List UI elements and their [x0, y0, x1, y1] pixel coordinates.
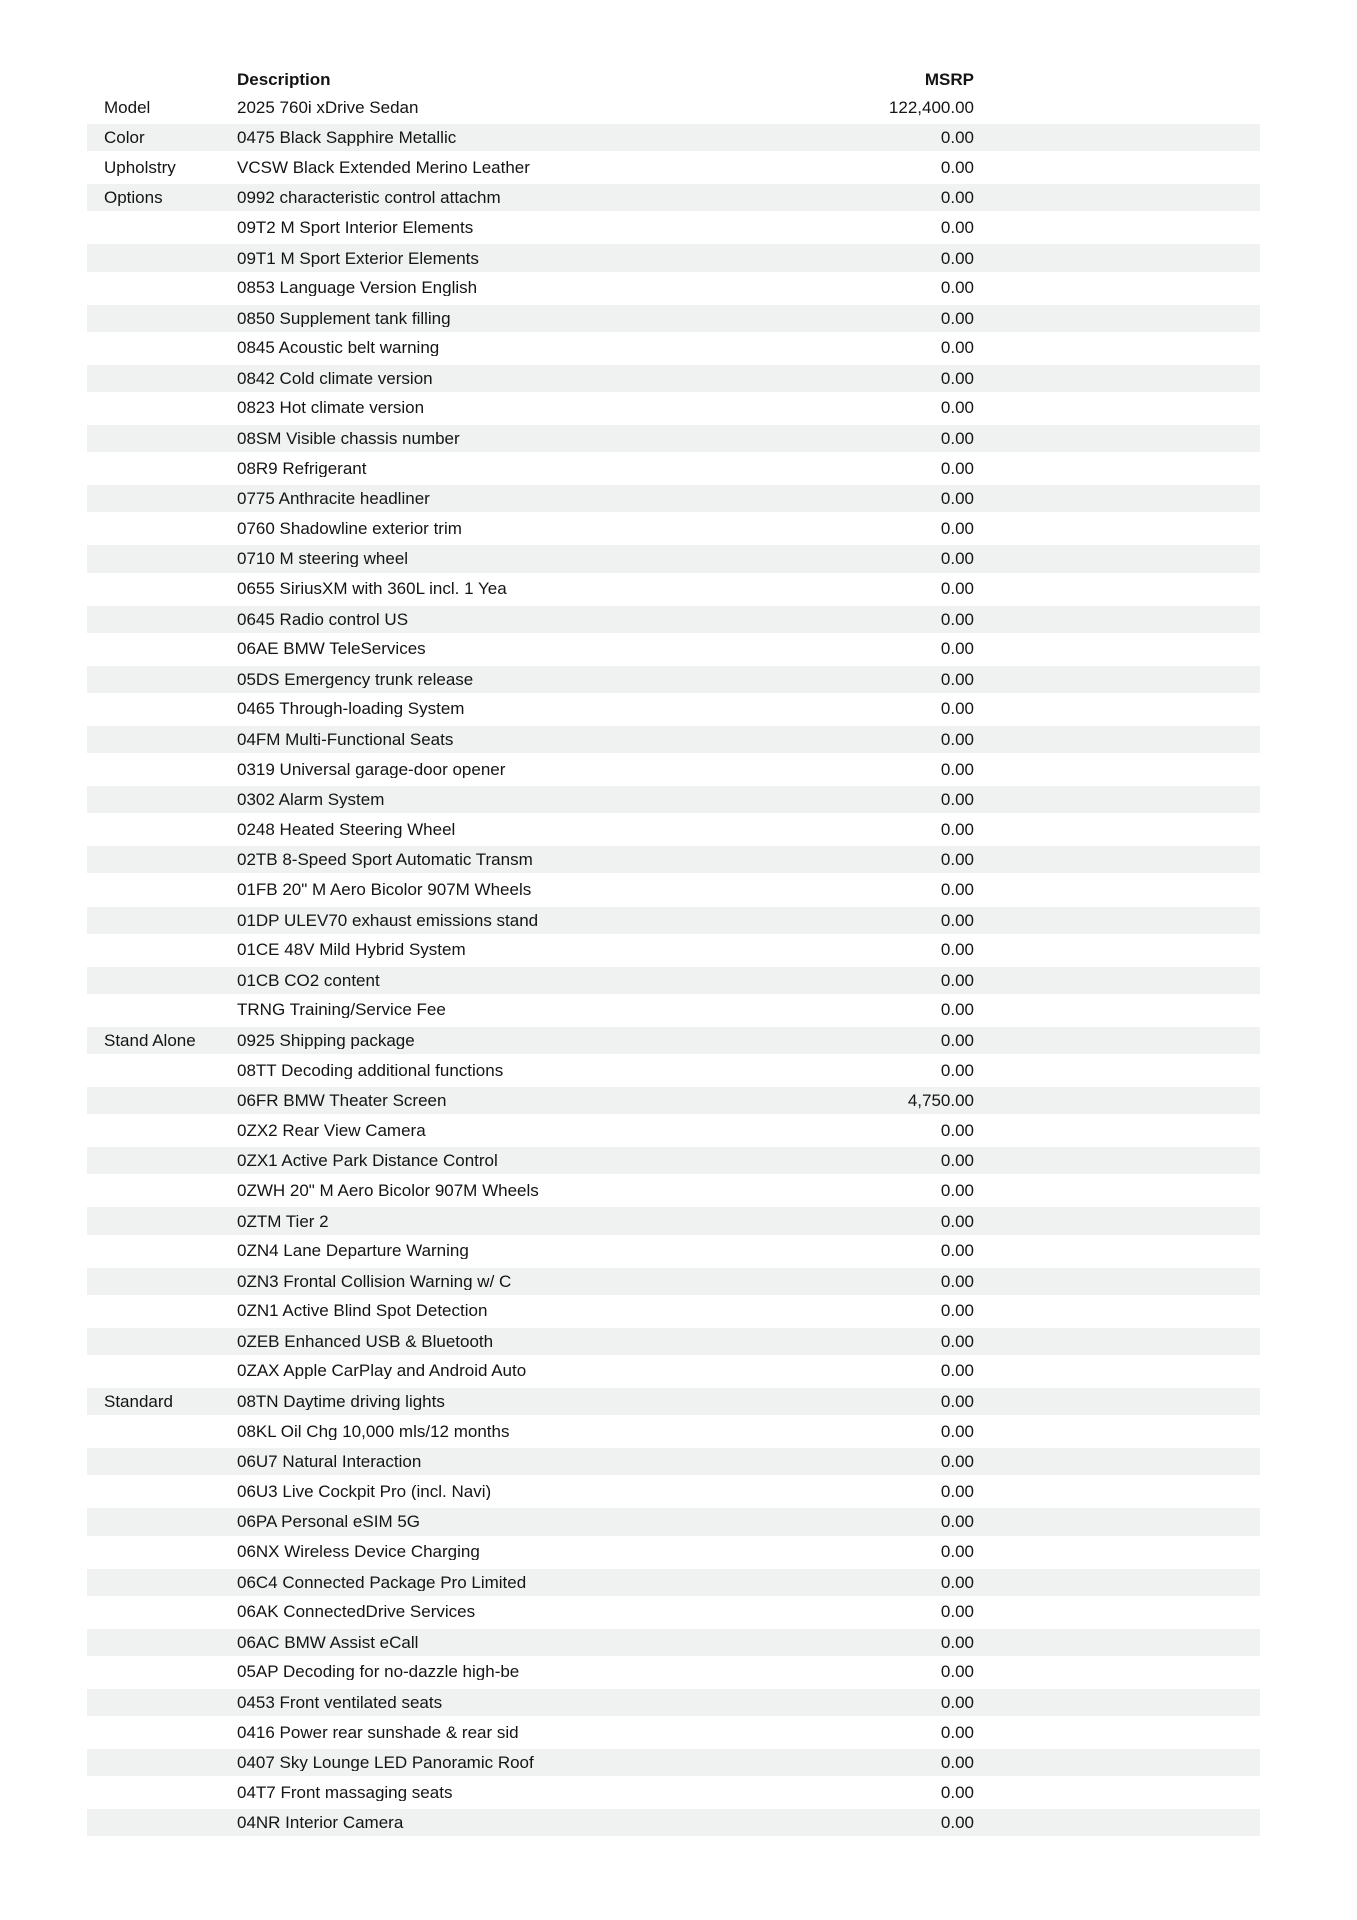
row-msrp-value: 0.00 — [940, 1452, 974, 1472]
row-msrp-value: 122,400.00 — [888, 97, 974, 117]
table-row — [87, 634, 1260, 664]
row-description: 0ZX1 Active Park Distance Control — [237, 1152, 498, 1170]
msrp-column-header: MSRP — [924, 69, 974, 89]
table-row — [87, 543, 1260, 573]
row-msrp-value: 0.00 — [940, 1030, 974, 1050]
table-row — [87, 333, 1260, 363]
table-row — [87, 1747, 1260, 1777]
table-row — [87, 814, 1260, 844]
row-description: 0ZN3 Frontal Collision Warning w/ C — [237, 1272, 512, 1290]
row-msrp-value: 0.00 — [940, 248, 974, 268]
row-description: 06AK ConnectedDrive Services — [237, 1603, 476, 1621]
row-msrp-value: 0.00 — [940, 489, 974, 509]
row-msrp-value: 0.00 — [940, 850, 974, 870]
row-description: 06AE BMW TeleServices — [237, 640, 426, 658]
table-row — [87, 1236, 1260, 1266]
table-row — [87, 1386, 1260, 1416]
table-row — [87, 182, 1260, 212]
row-msrp-value: 0.00 — [940, 609, 974, 629]
table-row — [87, 844, 1260, 874]
row-description: 0302 Alarm System — [237, 791, 385, 809]
row-description: 0992 characteristic control attachm — [237, 189, 501, 207]
row-description: 0319 Universal garage-door opener — [237, 760, 506, 778]
row-msrp-value: 0.00 — [940, 1753, 974, 1773]
row-description: 0453 Front ventilated seats — [237, 1694, 443, 1712]
row-description: 08TT Decoding additional functions — [237, 1061, 504, 1079]
description-column-header: Description — [237, 70, 331, 88]
table-row — [87, 1296, 1260, 1326]
row-description: 08SM Visible chassis number — [237, 430, 460, 448]
table-row — [87, 303, 1260, 333]
table-body — [87, 92, 1260, 1837]
row-description: 05DS Emergency trunk release — [237, 670, 474, 688]
row-msrp-value: 0.00 — [940, 759, 974, 779]
table-row — [87, 1506, 1260, 1536]
row-description: 09T1 M Sport Exterior Elements — [237, 249, 479, 267]
table-row — [87, 1687, 1260, 1717]
row-description: 0710 M steering wheel — [237, 550, 409, 568]
row-description: 0823 Hot climate version — [237, 399, 425, 417]
table-row — [87, 1807, 1260, 1837]
row-msrp-value: 0.00 — [940, 819, 974, 839]
row-msrp-value: 0.00 — [940, 157, 974, 177]
row-category-label: Options — [104, 189, 163, 207]
row-description: 0465 Through-loading System — [237, 700, 465, 718]
table-row — [87, 513, 1260, 543]
row-msrp-value: 0.00 — [940, 1211, 974, 1231]
row-msrp-value: 0.00 — [940, 128, 974, 148]
row-msrp-value: 0.00 — [940, 1602, 974, 1622]
row-msrp-value: 0.00 — [940, 1632, 974, 1652]
row-category-label: Stand Alone — [104, 1031, 196, 1049]
row-msrp-value: 0.00 — [940, 1060, 974, 1080]
row-msrp-value: 0.00 — [940, 790, 974, 810]
row-msrp-value: 0.00 — [940, 1782, 974, 1802]
row-description: 09T2 M Sport Interior Elements — [237, 218, 474, 236]
row-msrp-value: 0.00 — [940, 1120, 974, 1140]
table-row — [87, 905, 1260, 935]
row-msrp-value: 0.00 — [940, 458, 974, 478]
row-msrp-value: 0.00 — [940, 1000, 974, 1020]
row-description: 0ZN4 Lane Departure Warning — [237, 1242, 469, 1260]
row-msrp-value: 0.00 — [940, 1241, 974, 1261]
row-msrp-value: 0.00 — [940, 308, 974, 328]
table-row — [87, 724, 1260, 754]
row-description: 0645 Radio control US — [237, 610, 409, 628]
row-description: 0850 Supplement tank filling — [237, 309, 451, 327]
table-row — [87, 1085, 1260, 1115]
row-description: 0925 Shipping package — [237, 1031, 415, 1049]
row-msrp-value: 0.00 — [940, 639, 974, 659]
row-description: 0ZX2 Rear View Camera — [237, 1121, 426, 1139]
row-description: 06C4 Connected Package Pro Limited — [237, 1573, 527, 1591]
table-row — [87, 393, 1260, 423]
table-row — [87, 1326, 1260, 1356]
row-msrp-value: 0.00 — [940, 1722, 974, 1742]
row-category-label: Standard — [104, 1393, 173, 1411]
table-row — [87, 423, 1260, 453]
row-category-label: Model — [104, 98, 151, 116]
table-row — [87, 1055, 1260, 1085]
table-row — [87, 1145, 1260, 1175]
table-row — [87, 965, 1260, 995]
row-msrp-value: 0.00 — [940, 518, 974, 538]
table-row — [87, 1567, 1260, 1597]
row-description: 08R9 Refrigerant — [237, 459, 367, 477]
table-row — [87, 935, 1260, 965]
row-msrp-value: 0.00 — [940, 940, 974, 960]
row-msrp-value: 0.00 — [940, 1542, 974, 1562]
row-msrp-value: 0.00 — [940, 910, 974, 930]
row-description: 06PA Personal eSIM 5G — [237, 1513, 421, 1531]
row-msrp-value: 0.00 — [940, 1481, 974, 1501]
row-description: 0760 Shadowline exterior trim — [237, 519, 462, 537]
table-row — [87, 242, 1260, 272]
row-msrp-value: 0.00 — [940, 1813, 974, 1833]
row-msrp-value: 0.00 — [940, 1392, 974, 1412]
table-row — [87, 92, 1260, 122]
row-description: 0475 Black Sapphire Metallic — [237, 129, 457, 147]
table-row — [87, 1115, 1260, 1145]
row-description: 08TN Daytime driving lights — [237, 1393, 445, 1411]
table-row — [87, 1597, 1260, 1627]
row-description: 01DP ULEV70 exhaust emissions stand — [237, 911, 539, 929]
row-msrp-value: 0.00 — [940, 278, 974, 298]
row-msrp-value: 0.00 — [940, 368, 974, 388]
table-row — [87, 995, 1260, 1025]
row-description: 0416 Power rear sunshade & rear sid — [237, 1723, 519, 1741]
row-msrp-value: 0.00 — [940, 338, 974, 358]
table-row — [87, 694, 1260, 724]
row-description: 0248 Heated Steering Wheel — [237, 820, 456, 838]
table-row — [87, 273, 1260, 303]
row-msrp-value: 0.00 — [940, 699, 974, 719]
table-row — [87, 1657, 1260, 1687]
row-msrp-value: 0.00 — [940, 879, 974, 899]
row-msrp-value: 0.00 — [940, 1421, 974, 1441]
row-msrp-value: 0.00 — [940, 1151, 974, 1171]
table-row — [87, 1476, 1260, 1506]
row-msrp-value: 0.00 — [940, 188, 974, 208]
row-description: 06U7 Natural Interaction — [237, 1453, 422, 1471]
row-msrp-value: 0.00 — [940, 398, 974, 418]
table-row — [87, 483, 1260, 513]
row-msrp-value: 0.00 — [940, 1301, 974, 1321]
table-row — [87, 152, 1260, 182]
row-category-label: Color — [104, 129, 145, 147]
row-description: 01CB CO2 content — [237, 971, 380, 989]
row-description: 01CE 48V Mild Hybrid System — [237, 941, 466, 959]
row-description: 06AC BMW Assist eCall — [237, 1633, 419, 1651]
row-msrp-value: 0.00 — [940, 1361, 974, 1381]
table-row — [87, 453, 1260, 483]
row-description: 0842 Cold climate version — [237, 369, 433, 387]
row-msrp-value: 0.00 — [940, 1693, 974, 1713]
row-msrp-value: 0.00 — [940, 1331, 974, 1351]
row-description: 0ZWH 20" M Aero Bicolor 907M Wheels — [237, 1181, 539, 1199]
table-row — [87, 1205, 1260, 1235]
row-msrp-value: 0.00 — [940, 970, 974, 990]
table-row — [87, 1356, 1260, 1386]
row-description: 04T7 Front massaging seats — [237, 1783, 453, 1801]
row-msrp-value: 0.00 — [940, 1572, 974, 1592]
table-row — [87, 1175, 1260, 1205]
table-row — [87, 604, 1260, 634]
table-row — [87, 1266, 1260, 1296]
table-row — [87, 122, 1260, 152]
table-row — [87, 874, 1260, 904]
table-row — [87, 1416, 1260, 1446]
table-row — [87, 1717, 1260, 1747]
row-description: 02TB 8-Speed Sport Automatic Transm — [237, 851, 533, 869]
table-row — [87, 1537, 1260, 1567]
row-description: 0775 Anthracite headliner — [237, 490, 430, 508]
row-description: 05AP Decoding for no-dazzle high-be — [237, 1663, 520, 1681]
row-msrp-value: 0.00 — [940, 1662, 974, 1682]
row-description: 06NX Wireless Device Charging — [237, 1543, 480, 1561]
row-description: 01FB 20" M Aero Bicolor 907M Wheels — [237, 880, 532, 898]
row-description: 0407 Sky Lounge LED Panoramic Roof — [237, 1754, 534, 1772]
row-msrp-value: 0.00 — [940, 429, 974, 449]
row-description: 0ZN1 Active Blind Spot Detection — [237, 1302, 488, 1320]
row-description: 06FR BMW Theater Screen — [237, 1092, 447, 1110]
row-description: 06U3 Live Cockpit Pro (incl. Navi) — [237, 1482, 492, 1500]
row-description: 2025 760i xDrive Sedan — [237, 98, 419, 116]
vehicle-options-sheet — [87, 66, 1260, 1837]
row-description: 0ZAX Apple CarPlay and Android Auto — [237, 1362, 527, 1380]
row-msrp-value: 0.00 — [940, 669, 974, 689]
row-description: TRNG Training/Service Fee — [237, 1001, 446, 1019]
row-description: 0845 Acoustic belt warning — [237, 339, 440, 357]
row-description: 0853 Language Version English — [237, 279, 478, 297]
table-row — [87, 363, 1260, 393]
table-row — [87, 574, 1260, 604]
row-description: 0ZTM Tier 2 — [237, 1212, 329, 1230]
row-description: VCSW Black Extended Merino Leather — [237, 158, 530, 176]
table-row — [87, 212, 1260, 242]
table-row — [87, 1627, 1260, 1657]
row-msrp-value: 0.00 — [940, 1512, 974, 1532]
table-row — [87, 1446, 1260, 1476]
table-row — [87, 664, 1260, 694]
row-msrp-value: 4,750.00 — [907, 1091, 974, 1111]
row-description: 0655 SiriusXM with 360L incl. 1 Yea — [237, 580, 507, 598]
row-msrp-value: 0.00 — [940, 1271, 974, 1291]
table-row — [87, 754, 1260, 784]
row-msrp-value: 0.00 — [940, 579, 974, 599]
row-description: 0ZEB Enhanced USB & Bluetooth — [237, 1332, 494, 1350]
row-category-label: Upholstry — [104, 158, 176, 176]
row-msrp-value: 0.00 — [940, 730, 974, 750]
table-row — [87, 1025, 1260, 1055]
table-row — [87, 784, 1260, 814]
row-description: 04FM Multi-Functional Seats — [237, 731, 454, 749]
row-description: 04NR Interior Camera — [237, 1814, 404, 1832]
row-msrp-value: 0.00 — [940, 217, 974, 237]
table-header-row — [87, 66, 1260, 92]
row-description: 08KL Oil Chg 10,000 mls/12 months — [237, 1422, 510, 1440]
row-msrp-value: 0.00 — [940, 1180, 974, 1200]
row-msrp-value: 0.00 — [940, 549, 974, 569]
table-row — [87, 1777, 1260, 1807]
